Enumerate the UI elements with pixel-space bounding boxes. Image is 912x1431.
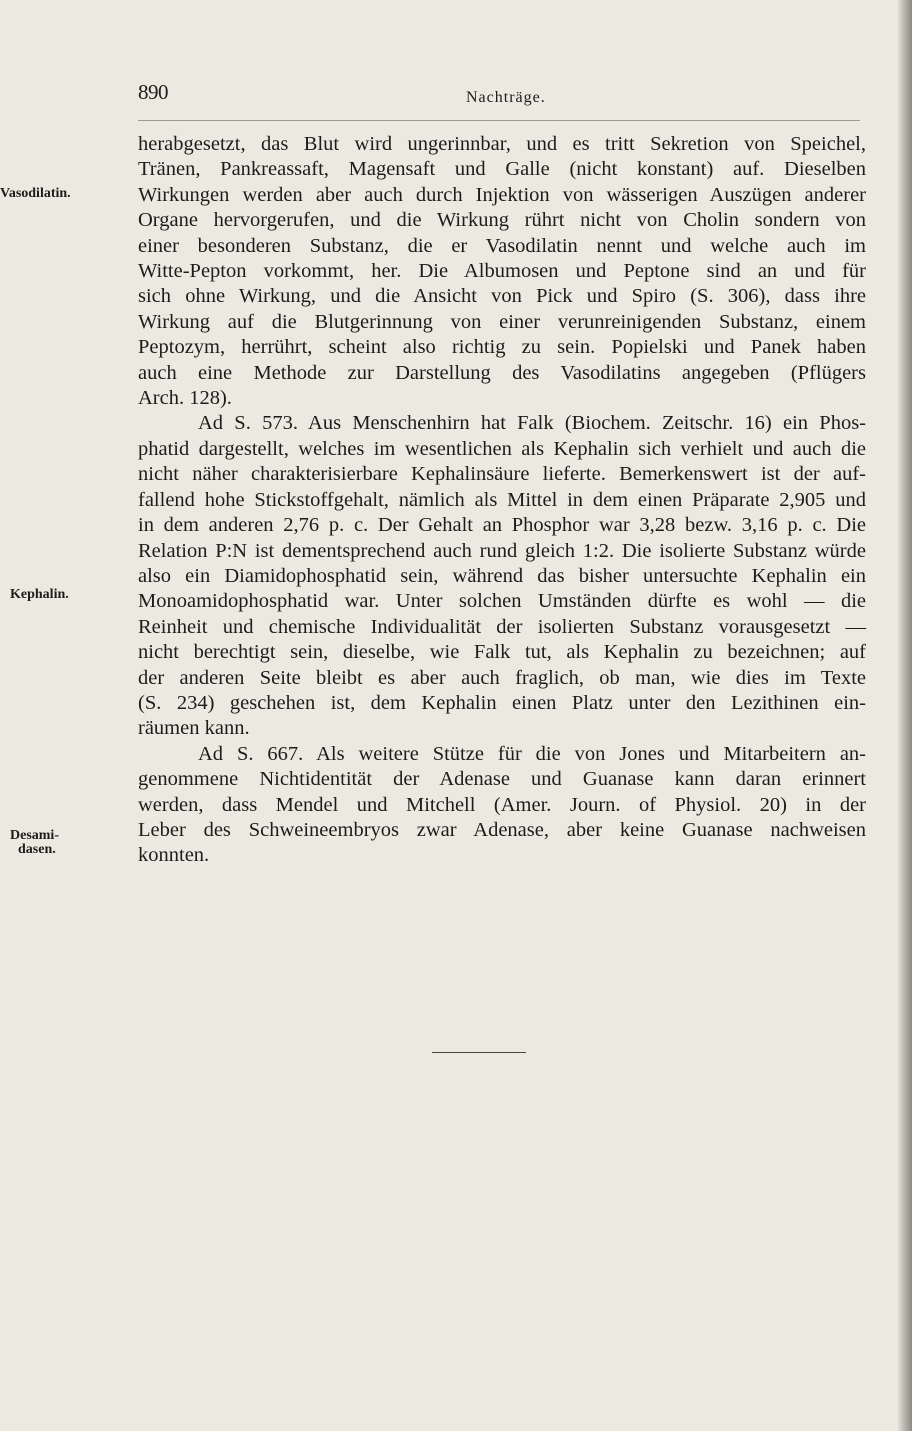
text-line: nicht berechtigt sein, dieselbe, wie Falk tut, als Kephalin zu bezeichnen; auf xyxy=(138,641,866,664)
text-line: Leber des Schweineembryos zwar Adenase, aber keine Guanase nachweisen xyxy=(138,818,866,841)
margin-note-desamidasen-1: Desami- xyxy=(10,828,59,843)
text-line: einer besonderen Substanz, die er Vasodilatin nennt und welche auch im xyxy=(138,234,866,257)
header-rule xyxy=(138,120,860,121)
running-title: Nachträge. xyxy=(466,89,546,106)
text-line: Relation P:N ist dementsprechend auch rund gleich 1:2. Die isolierte Substanz würde xyxy=(138,539,866,562)
text-line: herabgesetzt, das Blut wird ungerinnbar, und es tritt Sekretion von Speichel, xyxy=(138,133,866,155)
text-line: Peptozym, herrührt, scheint also richtig zu sein. Popielski und Panek haben xyxy=(138,336,866,359)
page-number: 890 xyxy=(138,80,168,104)
margin-note-desamidasen-2: dasen. xyxy=(18,842,56,857)
body-text xyxy=(138,132,866,869)
text-line: konnten. xyxy=(138,844,210,867)
text-line: fallend hohe Stickstoffgehalt, nämlich als Mittel in dem einen Präparate 2,905 und xyxy=(138,488,866,511)
text-line: Arch. 128). xyxy=(138,387,232,410)
margin-note-vasodilatin: Vasodilatin. xyxy=(0,186,71,201)
text-line: (S. 234) geschehen ist, dem Kephalin einen Platz unter den Lezithinen ein- xyxy=(138,691,866,714)
text-line: Wirkung auf die Blutgerinnung von einer verunreinigenden Substanz, einem xyxy=(138,310,866,333)
text-line: sich ohne Wirkung, und die Ansicht von Pick und Spiro (S. 306), dass ihre xyxy=(138,285,866,308)
text-line: also ein Diamidophosphatid sein, während das bisher untersuchte Kephalin ein xyxy=(138,564,866,587)
text-line: Witte-Pepton vorkommt, her. Die Albumosen und Peptone sind an und für xyxy=(138,260,866,283)
text-line: auch eine Methode zur Darstellung des Vasodilatins angegeben (Pflügers xyxy=(138,361,866,384)
text-line: Reinheit und chemische Individualität der isolierten Substanz vorausgesetzt — xyxy=(138,615,866,638)
text-line: räumen kann. xyxy=(138,717,250,740)
page-edge xyxy=(898,0,912,1431)
end-rule xyxy=(432,1052,526,1053)
text-line: Organe hervorgerufen, und die Wirkung rührt nicht von Cholin sondern von xyxy=(138,209,866,232)
margin-note-kephalin: Kephalin. xyxy=(10,587,69,602)
text-line: werden, dass Mendel und Mitchell (Amer. Journ. of Physiol. 20) in der xyxy=(138,793,866,816)
text-line: in dem anderen 2,76 p. c. Der Gehalt an Phosphor war 3,28 bezw. 3,16 p. c. Die xyxy=(138,514,866,537)
text-line: Ad S. 667. Als weitere Stütze für die von Jones und Mitarbeitern an- xyxy=(198,742,866,765)
text-line: Wirkungen werden aber auch durch Injektion von wässerigen Auszügen anderer xyxy=(138,183,866,206)
text-line: Ad S. 573. Aus Menschenhirn hat Falk (Biochem. Zeitschr. 16) ein Phos- xyxy=(198,412,866,435)
text-line: phatid dargestellt, welches im wesentlichen als Kephalin sich verhielt und auch die xyxy=(138,437,866,460)
text-line: Tränen, Pankreassaft, Magensaft und Galle (nicht konstant) auf. Dieselben xyxy=(138,158,866,181)
text-line: Monoamidophosphatid war. Unter solchen Umständen dürfte es wohl — die xyxy=(138,590,866,613)
text-line: der anderen Seite bleibt es aber auch fraglich, ob man, wie dies im Texte xyxy=(138,666,866,689)
text-line: nicht näher charakterisierbare Kephalinsäure lieferte. Bemerkenswert ist der auf- xyxy=(138,463,866,486)
text-line: genommene Nichtidentität der Adenase und Guanase kann daran erinnert xyxy=(138,768,866,791)
